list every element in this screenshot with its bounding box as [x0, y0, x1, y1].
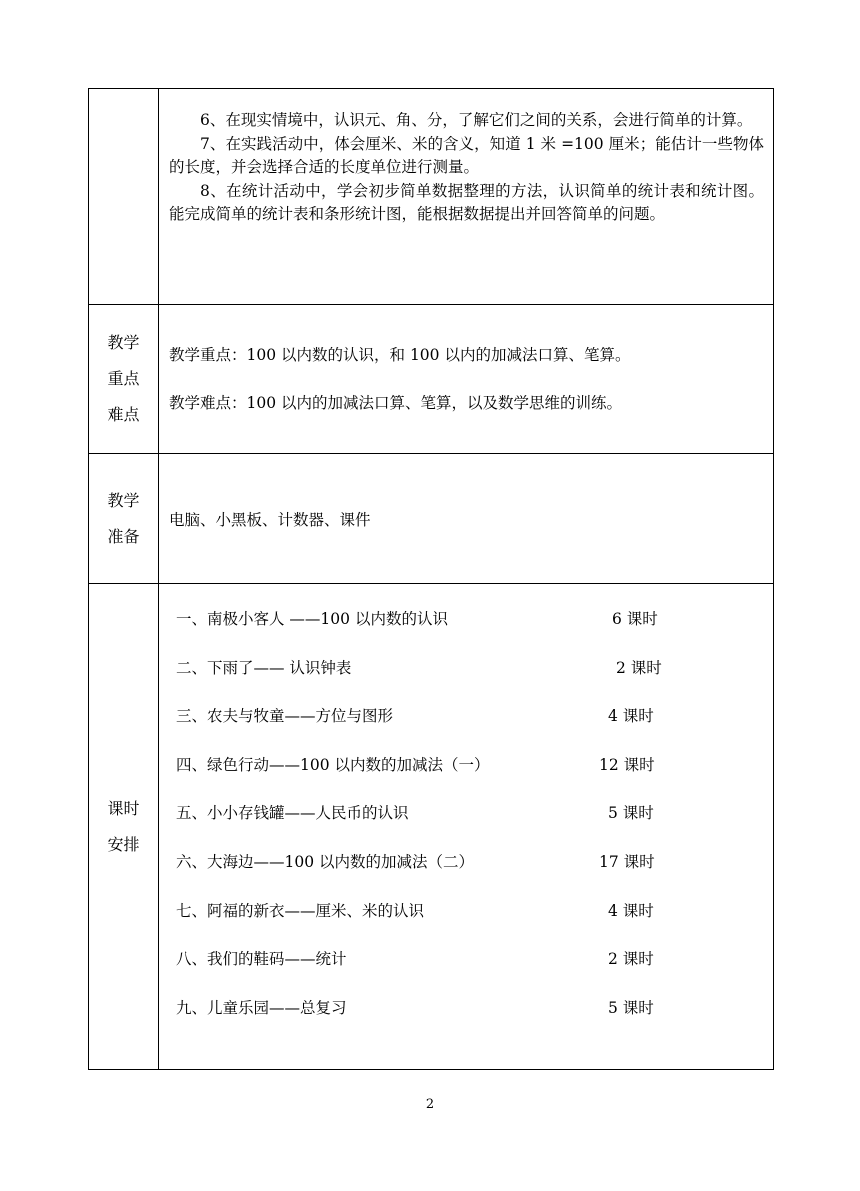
schedule-row: [89, 584, 774, 1070]
schedule-item: [176, 655, 736, 681]
objective-7: 7、在实践活动中，体会厘米、米的含义，知道 1 米 =100 厘米；能估计一些物体的长度，并会选择合适的长度单位进行测量。: [169, 134, 764, 176]
schedule-item-title: 四、绿色行动——100 以内数的加减法（一）: [176, 756, 490, 774]
schedule-item-hours: 5 课时: [608, 999, 654, 1017]
schedule-item: [176, 849, 736, 875]
schedule-item-title: 五、小小存钱罐——人民币的认识: [176, 804, 409, 822]
key-points-label-line: 重点: [107, 369, 140, 388]
objective-8: 8、在统计活动中，学会初步简单数据整理的方法，认识简单的统计表和统计图。能完成简单的统计表和条形统计图，能根据数据提出并回答简单的问题。: [169, 181, 764, 223]
schedule-item: [176, 752, 736, 778]
schedule-item-title: 三、农夫与牧童——方位与图形: [176, 707, 394, 725]
schedule-item-title: 八、我们的鞋码——统计: [176, 950, 347, 968]
key-points-label-line: 难点: [107, 405, 140, 424]
schedule-item-hours: 17 课时: [599, 853, 655, 871]
schedule-item-hours: 2 课时: [608, 950, 654, 968]
objectives-cell: [159, 89, 774, 305]
schedule-item-hours: 2 课时: [616, 659, 662, 677]
difficult-point-text: 教学难点：100 以内的加减法口算、笔算，以及数学思维的训练。: [169, 394, 623, 412]
schedule-item: [176, 946, 736, 972]
preparation-cell: [159, 454, 774, 584]
schedule-item: [176, 703, 736, 729]
schedule-label-line: 课时: [107, 798, 140, 818]
key-points-label-line: 教学: [107, 333, 140, 352]
schedule-item-title: 二、下雨了—— 认识钟表: [176, 659, 352, 677]
schedule-item-title: 九、儿童乐园——总复习: [176, 999, 347, 1017]
schedule-item: [176, 898, 736, 924]
schedule-item: [176, 995, 736, 1021]
schedule-item-hours: 6 课时: [612, 610, 658, 628]
preparation-label-line: 教学: [107, 490, 140, 510]
key-points-row: [89, 305, 774, 454]
schedule-label: [89, 584, 159, 1070]
schedule-item-title: 七、阿福的新衣——厘米、米的认识: [176, 902, 425, 920]
key-points-label: [89, 305, 159, 454]
schedule-item-hours: 12 课时: [599, 756, 655, 774]
plan-table: [88, 88, 774, 1070]
schedule-item-title: 六、大海边——100 以内数的加减法（二）: [176, 853, 475, 871]
schedule-item: [176, 800, 736, 826]
preparation-row: [89, 454, 774, 584]
key-points-cell: [159, 305, 774, 454]
schedule-item-hours: 4 课时: [608, 902, 654, 920]
preparation-label: [89, 454, 159, 584]
preparation-text: 电脑、小黑板、计数器、课件: [169, 510, 371, 529]
schedule-cell: [159, 584, 774, 1070]
key-point-text: 教学重点：100 以内数的认识，和 100 以内的加减法口算、笔算。: [169, 346, 631, 364]
objectives-row: [89, 89, 774, 305]
schedule-item: [176, 606, 736, 632]
page-number: 2: [425, 1097, 435, 1112]
schedule-item-hours: 5 课时: [608, 804, 654, 822]
schedule-label-line: 安排: [107, 834, 140, 854]
schedule-item-title: 一、南极小客人 ——100 以内数的认识: [176, 610, 448, 628]
objective-6: 6、在现实情境中，认识元、角、分，了解它们之间的关系，会进行简单的计算。: [200, 111, 753, 129]
objectives-label-cell: [89, 89, 159, 305]
preparation-label-line: 准备: [107, 526, 140, 546]
schedule-item-hours: 4 课时: [608, 707, 654, 725]
